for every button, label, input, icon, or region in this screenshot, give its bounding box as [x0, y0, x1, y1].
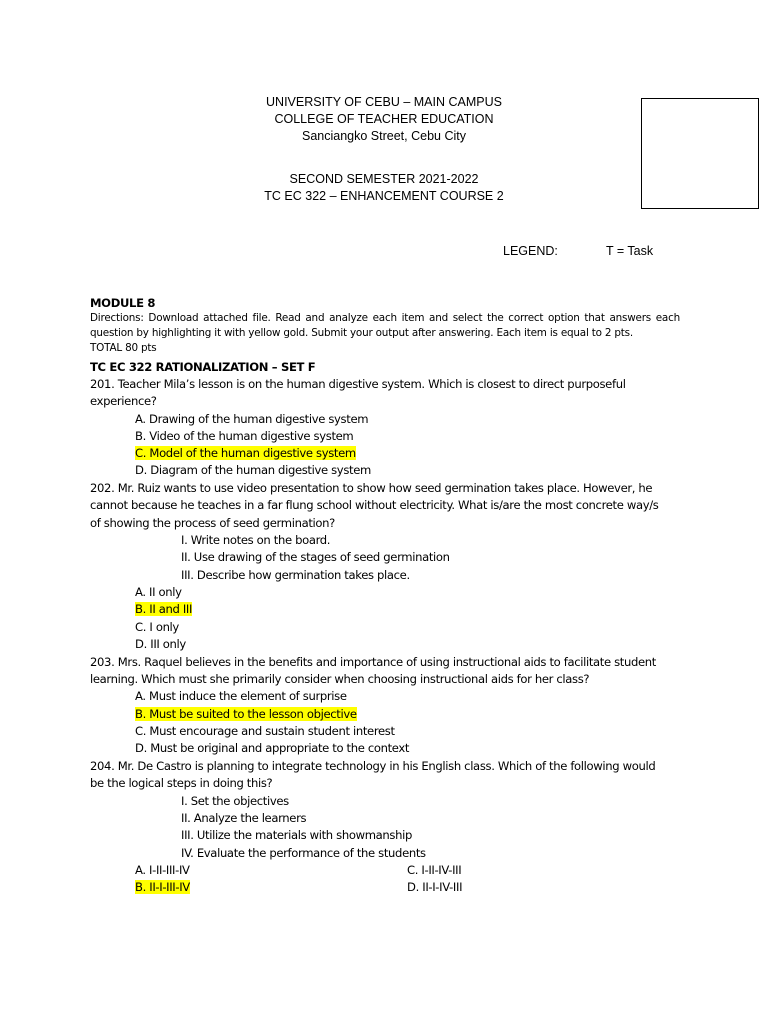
question-203-line-2: learning. Which must she primarily consider when choosing instructional aids for her class? — [90, 672, 590, 686]
question-204-line-2: be the logical steps in doing this? — [90, 776, 273, 790]
question-203-option-a[interactable]: A. Must induce the element of surprise — [135, 689, 347, 703]
directions-line-2: question by highlighting it with yellow gold. Submit your output after answering. Each item is equal to 2 pts. — [90, 327, 633, 339]
legend-value: T = Task — [606, 244, 654, 258]
legend-label: LEGEND: — [503, 244, 558, 258]
photo-box — [641, 98, 759, 209]
directions-line-1: Directions: Download attached file. Read and analyze each item and select the correct option that answers each — [90, 312, 680, 324]
question-204-option-d[interactable]: D. II-I-IV-III — [407, 880, 463, 894]
question-202-line-1: 202. Mr. Ruiz wants to use video presentation to show how seed germination takes place. However, he — [90, 481, 653, 495]
semester: SECOND SEMESTER 2021-2022 — [289, 172, 479, 186]
question-203-option-d[interactable]: D. Must be original and appropriate to the context — [135, 741, 410, 755]
question-202-statement-2: II. Use drawing of the stages of seed germination — [181, 550, 450, 564]
question-204-option-b-highlighted[interactable]: B. II-I-III-IV — [135, 880, 190, 894]
question-203-option-b-highlighted[interactable]: B. Must be suited to the lesson objective — [135, 707, 357, 721]
question-203-line-1: 203. Mrs. Raquel believes in the benefits and importance of using instructional aids to facilitate student — [90, 655, 656, 669]
module-title: MODULE 8 — [90, 296, 156, 310]
college-address: Sanciangko Street, Cebu City — [302, 129, 466, 143]
question-203-option-c[interactable]: C. Must encourage and sustain student interest — [135, 724, 395, 738]
question-202-line-2: cannot because he teaches in a far flung school without electricity. What is/are the most concrete way/s — [90, 498, 659, 512]
set-title: TC EC 322 RATIONALIZATION – SET F — [90, 360, 316, 374]
question-201-option-a[interactable]: A. Drawing of the human digestive system — [135, 412, 369, 426]
question-202-statement-1: I. Write notes on the board. — [181, 533, 331, 547]
question-202-statement-3: III. Describe how germination takes place. — [181, 568, 410, 582]
question-204-statement-1: I. Set the objectives — [181, 794, 289, 808]
question-201-line-1: 201. Teacher Mila’s lesson is on the human digestive system. Which is closest to direct purposeful — [90, 377, 626, 391]
question-201-option-d[interactable]: D. Diagram of the human digestive system — [135, 463, 371, 477]
question-204-option-a[interactable]: A. I-II-III-IV — [135, 863, 190, 877]
question-204-statement-4: IV. Evaluate the performance of the students — [181, 846, 426, 860]
question-204-statement-3: III. Utilize the materials with showmanship — [181, 828, 412, 842]
question-202-option-b-highlighted[interactable]: B. II and III — [135, 602, 193, 616]
question-204-statement-2: II. Analyze the learners — [181, 811, 307, 825]
question-201-option-c-highlighted[interactable]: C. Model of the human digestive system — [135, 446, 356, 460]
question-201-line-2: experience? — [90, 394, 157, 408]
question-202-option-a[interactable]: A. II only — [135, 585, 182, 599]
question-202-option-d[interactable]: D. III only — [135, 637, 186, 651]
question-202-line-3: of showing the process of seed germination? — [90, 516, 335, 530]
university-name: UNIVERSITY OF CEBU – MAIN CAMPUS — [266, 95, 502, 109]
question-204-line-1: 204. Mr. De Castro is planning to integrate technology in his English class. Which of the following would — [90, 759, 656, 773]
college-name: COLLEGE OF TEACHER EDUCATION — [274, 112, 494, 126]
question-204-option-c[interactable]: C. I-II-IV-III — [407, 863, 462, 877]
question-202-option-c[interactable]: C. I only — [135, 620, 179, 634]
course-title: TC EC 322 – ENHANCEMENT COURSE 2 — [264, 189, 504, 203]
question-201-option-b[interactable]: B. Video of the human digestive system — [135, 429, 354, 443]
total-points: TOTAL 80 pts — [90, 342, 157, 354]
